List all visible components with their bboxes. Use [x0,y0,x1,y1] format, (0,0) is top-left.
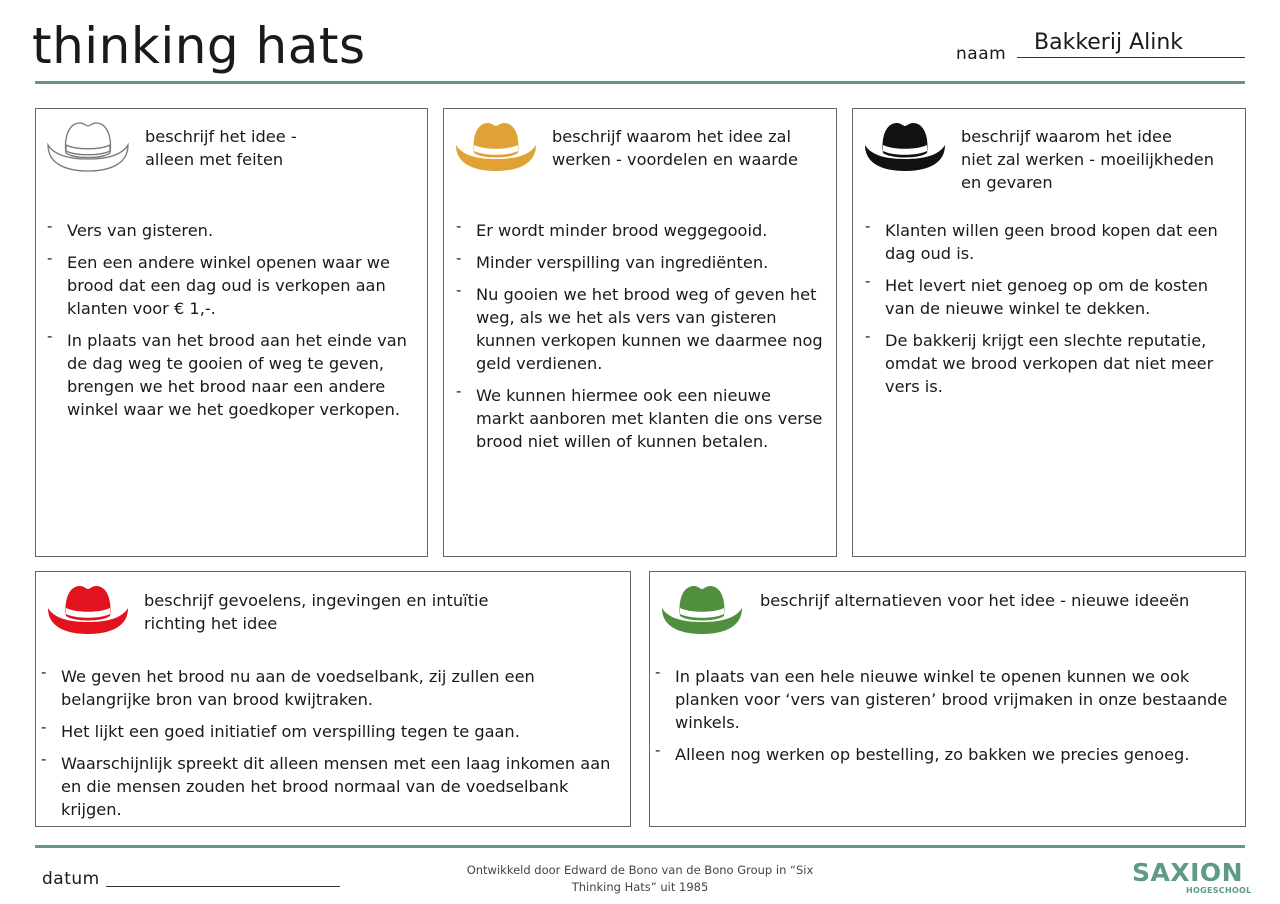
prompt-line: en gevaren [961,173,1053,192]
naam-value[interactable]: Bakkerij Alink [1034,30,1184,55]
list-item: - Er wordt minder brood weggegooid. [476,219,824,242]
green-hat-list [675,665,1235,775]
header-divider [35,81,1245,84]
list-item: - Nu gooien we het brood weg of geven het weg, als we het als vers van gisteren kunnen verkopen kunnen we daarmee nog geld verdienen. [476,283,824,375]
prompt-line: niet zal werken - moeilijkheden [961,150,1214,169]
list-item: - Minder verspilling van ingrediënten. [476,251,824,274]
prompt-line: richting het idee [144,614,278,633]
green-hat-prompt [760,589,1189,612]
logo-subtitle: HOGESCHOOL [1186,886,1252,895]
naam-underline [1017,57,1245,58]
prompt-line: beschrijf waarom het idee [961,127,1172,146]
list-item: - De bakkerij krijgt een slechte reputatie, omdat we brood verkopen dat niet meer vers is. [885,329,1240,398]
green-hat-icon [660,582,744,638]
credit-line-1: Ontwikkeld door Edward de Bono van de Bono Group in “Six [466,863,814,877]
black-hat-prompt [961,125,1214,194]
page-title: thinking hats [32,17,366,75]
yellow-hat-list [476,219,824,462]
logo-wordmark: SAXION [1132,858,1244,887]
list-item: - Een een andere winkel openen waar we brood dat een dag oud is verkopen aan klanten voor € 1,-. [67,251,419,320]
yellow-hat-box [443,108,837,557]
list-item: - We kunnen hiermee ook een nieuwe markt aanboren met klanten die ons verse brood niet willen of kunnen betalen. [476,384,824,453]
list-item: - In plaats van het brood aan het einde van de dag weg te gooien of weg te geven, brengen we het brood naar een andere winkel waar we het goedkoper verkopen. [67,329,419,421]
yellow-hat-icon [454,119,538,175]
green-hat-box [649,571,1246,827]
list-item: - Het lijkt een goed initiatief om verspilling tegen te gaan. [61,720,626,743]
prompt-line: alleen met feiten [145,150,284,169]
datum-input-line[interactable] [106,886,340,887]
yellow-hat-prompt [552,125,798,171]
red-hat-list [61,665,626,830]
footer-divider [35,845,1245,848]
list-item: - Alleen nog werken op bestelling, zo bakken we precies genoeg. [675,743,1235,766]
red-hat-icon [46,582,130,638]
saxion-logo [1132,854,1252,900]
list-item: - Het levert niet genoeg op om de kosten van de nieuwe winkel te dekken. [885,274,1240,320]
prompt-line: werken - voordelen en waarde [552,150,798,169]
list-item: - Klanten willen geen brood kopen dat een dag oud is. [885,219,1240,265]
white-hat-box [35,108,428,557]
white-hat-list [67,219,419,430]
list-item: - We geven het brood nu aan de voedselbank, zij zullen een belangrijke bron van brood kwijtraken. [61,665,626,711]
prompt-line: beschrijf waarom het idee zal [552,127,791,146]
datum-label: datum [42,869,100,889]
naam-label: naam [956,44,1007,64]
red-hat-prompt [144,589,488,635]
list-item: - In plaats van een hele nieuwe winkel te openen kunnen we ook planken voor ‘vers van gisteren’ brood vrijmaken in onze bestaande winkels. [675,665,1235,734]
white-hat-icon [46,119,130,175]
prompt-line: beschrijf gevoelens, ingevingen en intuïtie [144,591,489,610]
prompt-line: beschrijf het idee - [145,127,297,146]
white-hat-prompt [145,125,297,171]
black-hat-box [852,108,1246,557]
prompt-line: beschrijf alternatieven voor het idee - nieuwe ideeën [760,591,1190,610]
credit-text [450,862,830,896]
red-hat-box [35,571,631,827]
black-hat-list [885,219,1240,407]
list-item: - Waarschijnlijk spreekt dit alleen mensen met een laag inkomen aan en die mensen zouden het brood normaal van de voedselbank krijgen. [61,752,626,821]
list-item: - Vers van gisteren. [67,219,419,242]
black-hat-icon [863,119,947,175]
credit-line-2: Thinking Hats” uit 1985 [571,880,709,894]
